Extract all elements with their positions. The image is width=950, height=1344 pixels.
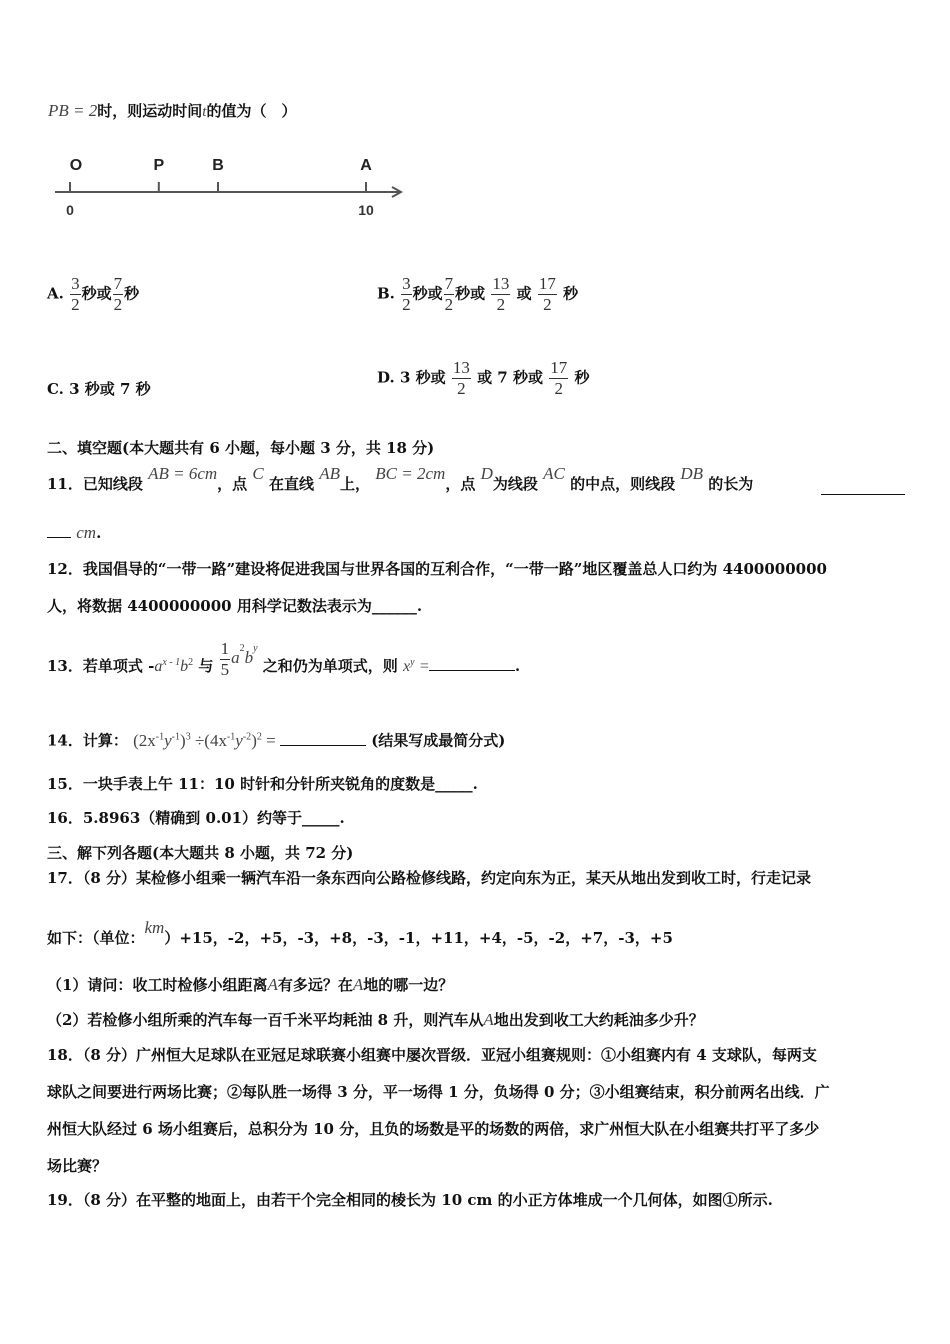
q17-sub1-a2: A [352,975,364,994]
q12-line-2: 人，将数据 4400000000 用科学记数法表示为______. [47,597,423,615]
q16-line: 16．5.8963（精确到 0.01）约等于_____. [47,809,345,827]
q11-answer-blank-1[interactable] [821,480,905,495]
q10-option-c [47,379,151,399]
q10-stem [48,101,296,122]
number-line-figure [40,150,420,230]
q14-e2b: -2 [242,731,252,742]
frac-num: 1 [220,638,230,658]
frac-den: 2 [71,295,80,314]
q17-sub1-a: A [267,975,278,994]
q13-exp2b: y [253,643,258,654]
q18-line-1: 18．（8 分）广州恒大足球队在亚冠足球联赛小组赛中屡次晋级．亚冠小组赛规则：①小组赛内有 4 支球队，每两支 [47,1046,817,1064]
tick-label-10: 10 [358,202,374,218]
option-b-frac-1 [401,274,412,315]
q17-sub2-a: A [483,1010,494,1029]
q14-e2c: 2 [256,731,262,742]
q13-answer-blank[interactable] [429,656,515,671]
q10-stem-text-1: 时，则运动时间 [97,102,203,120]
option-b-frac-2 [444,274,455,315]
frac-den: 2 [402,295,411,314]
q11-t5: 为线段 [492,475,538,493]
option-d-text-3: 秒 [574,368,590,387]
q14-line [47,727,505,751]
q14-e1: -1 [155,731,165,742]
q17-sub1b: 有多远？在 [277,976,353,994]
q14-expr2b: y [235,730,243,750]
q17-line-2 [47,918,673,948]
q17-line-1: 17．（8 分）某检修小组乘一辆汽车沿一条东西向公路检修线路，约定向东为正，某天从地出发到收工时，行走记录 [47,869,812,887]
q17-sub2a: （2）若检修小组所乘的汽车每一百千米平均耗油 8 升，则汽车从 [47,1011,484,1029]
q13-term1: a [154,658,163,675]
number-line-point-label: B [212,157,224,174]
q17-sub1a: （1）请问：收工时检修小组距离 [47,976,268,994]
q10-stem-text-2: 的值为（ ） [206,102,297,120]
option-a-text-2: 秒 [124,284,140,303]
q12-line-1: 12．我国倡导的“一带一路”建设将促进我国与世界各国的互利合作，“一带一路”地区覆盖总人口约为 4400000000 [47,560,827,578]
q11-ac: AC [543,464,565,483]
q18-line-3: 州恒大队经过 6 场小组赛后，总积分为 10 分，且负的场数是平的场数的两倍，求广州恒大队在小组赛共打平了多少 [47,1120,820,1138]
option-a-text-1: 秒或 [81,284,112,303]
section-3-title: 三、解下列各题(本大题共 8 小题，共 72 分) [47,844,354,862]
q11-t3: 上， [340,475,371,493]
q11-d: D [480,464,493,483]
q14-e1b: -1 [171,731,181,742]
q14-expr1: (2x [133,730,156,750]
q11-ab-eq: AB = 6cm [148,464,218,483]
tick-label-0: 0 [66,202,74,218]
q13-exp2: 2 [239,643,245,654]
q11-t4: ，点 [445,475,476,493]
q10-stem-math: PB = 2 [48,101,98,120]
frac-num: 13 [452,358,470,377]
q11-t7: 的长为 [708,475,754,493]
option-d-letter: D. [377,368,395,387]
q14-expr1b: y [164,730,172,750]
frac-num: 17 [550,358,568,377]
option-b-text-2: 秒或 [455,284,486,303]
q11-num: 11．已知线段 [47,475,143,493]
option-b-text-3: 或 [516,284,532,303]
q11-t6: 的中点，则线段 [570,475,676,493]
q14-eq: = [266,730,276,750]
q14-t1: 14．计算： [47,731,128,750]
q11-t1: ，点 [217,475,248,493]
number-line-point-label: O [69,157,83,174]
q17-line2a: 如下：（单位： [47,929,145,947]
option-b-frac-4 [538,274,557,315]
q11-c: C [252,464,264,483]
q14-note: (结果写成最简分式) [371,731,506,750]
frac-num: 7 [444,274,454,293]
option-d-frac-1 [452,358,471,399]
q17-sub2b: 地出发到收工大约耗油多少升？ [493,1011,704,1029]
frac-den: 5 [220,659,230,679]
q13-line [47,633,520,693]
number-line-point-label: A [360,157,372,174]
option-a-frac-2 [113,274,124,315]
q15-line: 15．一块手表上午 11：10 时针和分针所夹锐角的度数是_____. [47,775,478,793]
q13-frac [220,639,231,680]
q17-sub1c: 地的哪一边？ [363,976,454,994]
q10-option-a [47,274,139,315]
q11-ab: AB [319,464,341,483]
q14-expr2: (4x [204,730,227,750]
q13-term2b: b [244,648,254,667]
option-b-text-1: 秒或 [412,284,443,303]
q13-x: x [403,658,411,675]
q14-e1c: 3 [185,731,191,742]
frac-num: 3 [402,274,411,293]
q17-sub-2 [47,1010,704,1030]
option-c-text: 3 秒或 7 秒 [69,380,151,398]
q13-term1b: b [180,658,189,675]
q11-bc-eq: BC = 2cm [375,464,446,483]
number-line-point-label: P [153,157,165,174]
q14-div: ÷ [194,730,205,750]
option-a-frac-1 [70,274,81,315]
q13-t3: 之和仍为单项式，则 [262,657,398,675]
q17-sub-1 [47,975,453,995]
q10-stem-var: t [202,104,207,120]
q17-unit: km [144,918,165,937]
q11-t2: 在直线 [269,475,315,493]
q11-db: DB [680,464,703,483]
q11-answer-blank-2[interactable] [47,523,71,538]
q11-period: . [96,524,102,542]
option-b-letter: B. [377,284,395,303]
option-d-text-1: 3 秒或 [399,368,446,387]
q14-answer-blank[interactable] [280,731,366,746]
q11-unit: cm [76,523,97,542]
option-b-text-4: 秒 [563,284,579,303]
frac-num: 17 [538,274,556,293]
frac-den: 2 [457,379,466,398]
q14-expr1c: ) [180,730,186,750]
q13-eq: = [419,658,429,675]
frac-den: 2 [444,295,454,314]
option-a-letter: A. [47,284,64,303]
option-d-text-2: 或 7 秒或 [477,368,543,387]
q11-line-2 [47,523,101,543]
q10-option-b [377,274,578,315]
q14-expr [133,731,280,750]
q13-exp1: x - 1 [162,657,181,668]
frac-num: 7 [113,274,123,293]
option-b-frac-3 [491,274,510,315]
q13-t1: 13．若单项式 - [47,657,155,675]
q18-line-4: 场比赛？ [47,1157,108,1175]
q13-exp1b: 2 [188,657,194,668]
frac-num: 13 [492,274,510,293]
frac-den: 2 [113,295,123,314]
q14-e2: -1 [226,731,236,742]
q10-option-d [377,358,589,399]
frac-den: 2 [543,295,552,314]
q13-t2: 与 [198,657,214,675]
option-d-frac-2 [549,358,568,399]
q19-line: 19．（8 分）在平整的地面上，由若干个完全相同的棱长为 10 cm 的小正方体堆成一个几何体，如图①所示. [47,1191,773,1209]
q13-end: . [514,657,521,675]
option-c-letter: C. [47,380,64,398]
q11-line-1 [47,464,754,494]
section-2-title: 二、填空题(本大题共有 6 小题，每小题 3 分，共 18 分) [47,439,435,457]
frac-den: 2 [496,295,506,314]
frac-den: 2 [554,379,563,398]
frac-num: 3 [71,274,80,293]
q14-expr2c: ) [251,730,257,750]
q17-line2b: ）+15，-2，+5，-3，+8，-3，-1，+11，+4，-5，-2，+7，-3，+5 [164,929,673,947]
q18-line-2: 球队之间要进行两场比赛；②每队胜一场得 3 分，平一场得 1 分，负场得 0 分；③小组赛结束，积分前两名出线．广 [47,1083,830,1101]
q13-term2: a [231,648,240,667]
q13-y-exp: y [410,657,415,668]
